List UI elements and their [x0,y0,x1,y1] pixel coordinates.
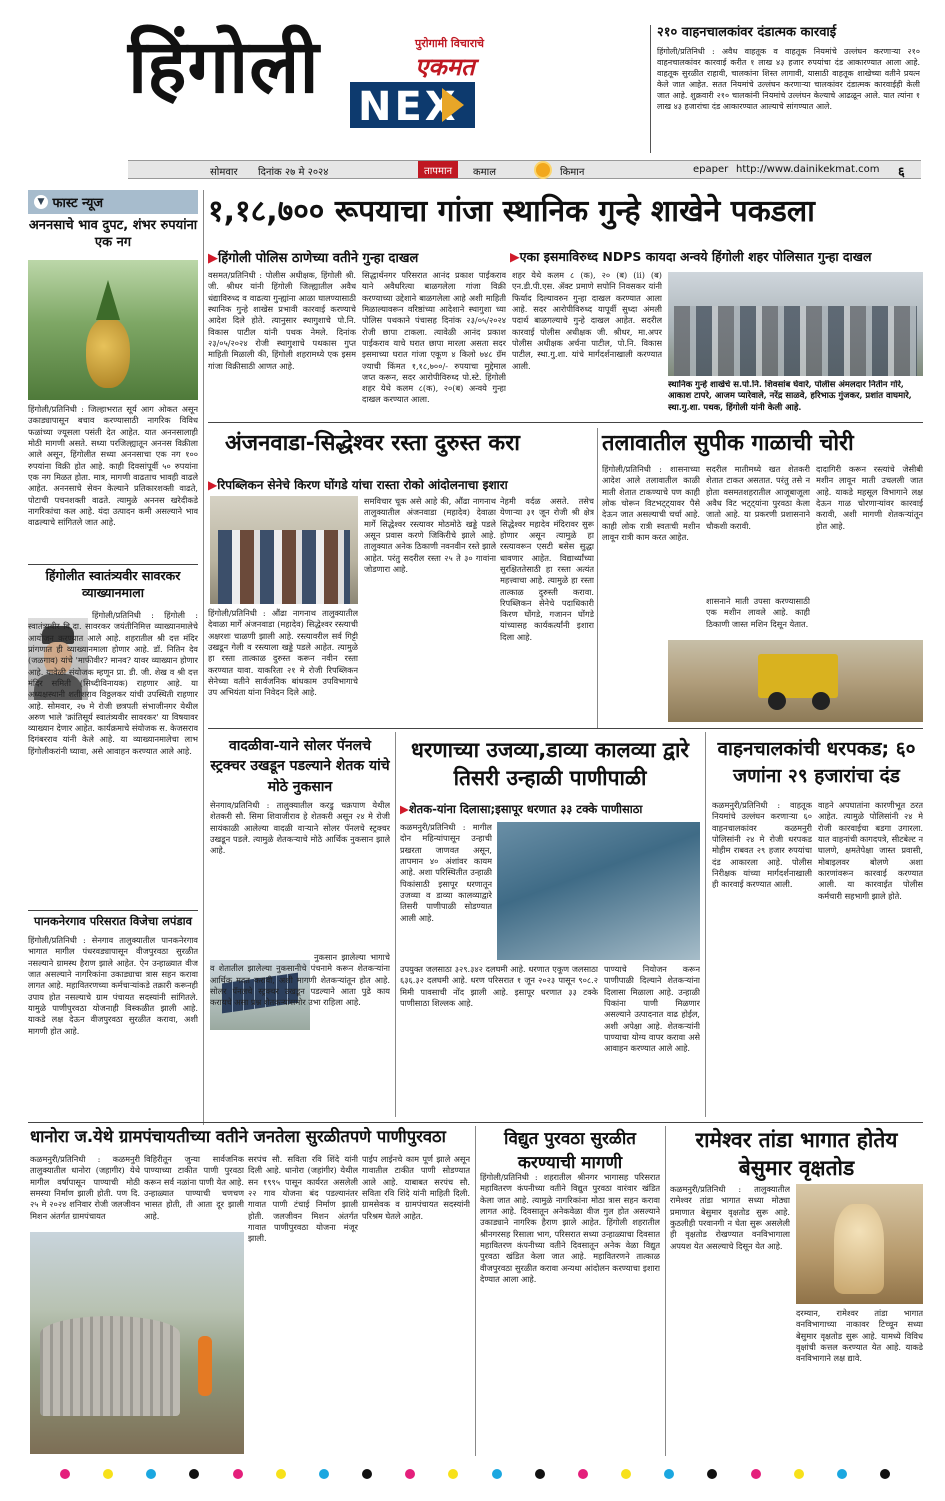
masthead-title: हिंगोली [128,24,320,110]
dam-water-photo [497,822,700,960]
registration-dot [880,1469,890,1479]
registration-dot [319,1469,329,1479]
fast-news-item2-body: हिंगोली/प्रतिनिधी : हिंगोली : स्वातंत्र्यवीर वि.दा. सावरकर जयंतीनिमित्त व्याख्यानमालेचे आयोजन करण्यात आले आहे. शहरातील श्री दत्त मंदिर प्रांगणात ही व्याख्यानमाला होणार आहे. डॉ. नितिन देव (जळगाव) यांचे 'माफीवीर? मानव? यावर व्याख्यान होणार आहे. यावेळी संयोजक म्हणून प्रा. डी. जी. शेख व श्री दत्त मंदिर समिती (सिध्दीविनायक) राहणार आहे. या अध्यक्षस्थानी शतीशराव विठ्ठलकर यांची उपस्थिती राहणार आहे. सोमवार, २७ मे रोजी छत्रपती संभाजीनगर येथील अरुण भाले 'क्रांतिसूर्य स्वातंत्र्यवीर सावरकर' या विषयावर व्याख्यान देणार आहेत. कार्यक्रमाचे संयोजक स. केजसराव दिगंबरराव यांनी केले आहे. या व्याख्यानमालेचा लाभ हिंगोलीकरांनी घ्यावा, असे आवाहन करण्यात आले आहे. [28,610,198,756]
date-label: दिनांक २७ मे २०२४ [258,167,329,178]
registration-dot [362,1469,372,1479]
registration-dot [794,1469,804,1479]
temp-label: तापमान [418,161,458,178]
arrow-icon: ▶ [208,478,218,492]
fast-news-item1-body: हिंगोली/प्रतिनिधी : जिल्हाभरात सूर्य आग ओकत असून उकाड्यापासून बचाव करण्यासाठी नागरिक विविध फळांच्या ज्यूसला पसंती देत आहेत. यात अननसालाही मोठी मागणी असते. सध्या परजिल्ह्यातून अननस विक्रीला आले असून, हिंगोलीत सध्या अननसाचा एक नग १०० रुपयांना विक्री होत आहे. काही दिवसांपूर्वी ५० रुपयांना एक नग मिळत होता. मात्र, मागणी वाढताच भावही वाढले आहेत. अननसाचे सेवन केल्याने प्रतिकारशक्ती वाढते, पोटाची पचनशक्ती वाढते. त्यामुळे अननस खरेदीकडे नागरिकांचा कल आहे. यंदा उत्पादन कमी असल्याने भाव वाढल्याचे सांगितले जात आहे. [28,404,198,528]
talav-body4: शासनाने माती उपसा करण्यासाठी एक मशीन लावले आहे. काही ठिकाणी जास्त मशिन दिसून येतात. [706,596,810,629]
top-brief-headline: २१० वाहनचालकांवर दंडात्मक कारवाई [657,25,837,40]
masthead-tagline: पुरोगामी विचाराचे [415,37,485,50]
registration-dot [664,1469,674,1479]
day-label: सोमवार [210,167,238,178]
anjanwada-sub: ▶रिपब्लिकन सेनेचे किरण घोंगडे यांचा रास्ता रोको आंदोलनाचा इशारा [208,478,508,492]
fast-news-label-bar [28,190,198,214]
top-brief-body: हिंगोली/प्रतिनिधी : अवैध वाहतूक व वाहतूक नियमांचे उल्लंघन करणाऱ्या २१० वाहनचालकांवर कारवाई करीत १ लाख ४३ हजार रुपयांचा दंड आकारण्यात आला आहे. वाहतूक सुरळीत राहावी, चालकांना शिस्त लागावी, यासाठी वाहतूक शाखेच्या वतीने प्रयत्न केले जात आहेत. सतत नियमांचे उल्लंघन करणाऱ्या चालकांवर दंडात्मक कारवाईही केली जात आहे. शुक्रवारी २१० चालकांनी नियमांचे उल्लंघन केल्याचे आढळून आले. यात त्यांना १ लाख ४३ हजारांचा दंड आकारण्यात आल्याचे सांगण्यात आले. [657,46,920,112]
worker-figure [198,1336,212,1396]
arrow-icon: ▶ [510,249,520,264]
url-link[interactable]: http://www.dainikekmat.com [736,164,880,175]
truck-body [758,654,838,698]
vidyut-body: हिंगोली/प्रतिनिधी : शहरातील श्रीनगर भागासह परिसरात महावितरण कंपनीच्या वतीने विद्युत पुरवठा वारंवार खंडित केला जात आहे. त्यामुळे नागरिकांना मोठा त्रास सहन करावा लागत आहे. दिवसातून अनेकवेळा वीज गुल होत असल्याने उकाड्याने नागरिक हैराण झाले आहेत. हिंगोली शहरातील श्रीनगरसह रिसाला भाग, परिसरात सध्या उन्हाळ्याचा दिवसात महावितरण कंपनीच्या वतीने दिवसातून अनेक वेळा विद्युत पुरवठा खंडित केला जात आहे. महावितरणने तात्काळ वीजपुरवठा सुरळीत करावा अन्यथा आंदोलन करण्याचा इशारा देण्यात आला आहे. [480,1172,660,1284]
lead-sub1: ▶हिंगोली पोलिस ठाणेच्या वतीने गुन्हा दाखल [208,251,419,266]
registration-dot [405,1469,415,1479]
talav-body3: दादागिरी करून रस्त्यांचे जेसीबी मशीन लावून माती उचलली जात आहे. याकडे महसूल विभागाने लक्ष देऊन गाळ चोरणाऱ्यांवर कारवाई करावी, अशी मागणी शेतकऱ्यांतून होत आहे. [816,464,923,531]
dharan-sub: ▶शेतक-यांना दिलासा;इसापूर धरणात ३३ टक्के पाणीसाठा [400,802,643,816]
registration-dot [60,1469,70,1479]
dhanora-headline: धानोरा ज.येथे ग्रामपंचायतीच्या वतीने जनतेला सुरळीतपणे पाणीपुरवठा [30,1127,446,1146]
talav-body1: हिंगोली/प्रतिनिधी : शासनाच्या आदेश आले तलावातील काळी माती शेतात टाकण्याचे पण काही लोक चोरून विटभट्ट्यावर पैसे देऊन जात असल्याची चर्चा आहे. काही लोक रात्री स्वतःची मशीन लावून रात्री काम करत आहेत. [602,464,700,542]
page-number: ६ [898,165,905,180]
lead-headline: १,१८,७०० रूपयाचा गांजा स्थानिक गुन्हे शाखेने पकडला [208,194,815,229]
registration-dot [751,1469,761,1479]
registration-dot [146,1469,156,1479]
talav-body2: सदरील मातीमध्ये खत शेतकरी शेतात टाकत असतात. परंतु तसे न होता वसमतशहरातील आजूबाजूला अवैध विट भट्ट्यांना पुरवठा केला जातो आहे. या प्रकरणी प्रशासनाने चौकशी करावी. [706,464,810,531]
pineapple-photo [28,260,198,400]
vahan-body2: वाहने अपघातांना कारणीभूत ठरत आहेत. त्यामुळे पोलिसांनी २४ मे रोजी कारवाईचा बडगा उगारला. यात वाहनांची कागदपत्रे, सीटबेल्ट न घालणे, क्षमतेपेक्षा जास्त प्रवासी, मोबाइलवर बोलणे अशा कारणांवरून कारवाई करण्यात आली. या कारवाईत पोलीस कर्मचारी सहभागी झाले होते. [818,800,923,901]
date-bar [128,160,921,179]
lead-body-col2: सिद्धार्थनगर परिसरात आनंद प्रकाश पाईकराव याने अवैधरित्या बाळगलेला गांजा विक्री करण्याच्या उद्देशाने बाळगलेला आहे अशी माहिती मिळाल्यावरून वरिष्ठांच्या आदेशाने स्थागुशा च्या पोलिस पथकाने पंचासह दिनांक २३/०५/२०२४ रोजी छापा टाकला. त्यावेळी आनंद प्रकाश पाईकराव याचे घरात छापा मारला असता सदर इसमाच्या घरात गांजा एकूण ४ किलो ७४८ ग्रॅम ज्याची किंमत १,१८,७००/- रुपयाचा मुद्देमाल जप्त करून, सदर आरोपीविरुध्द पो.स्टे. हिंगोली शहर येथे कलम ८(क), २०(ब) अन्वये गुन्हा दाखल करण्यात आला. [362,270,506,405]
masthead [0,0,945,180]
registration-dot [448,1469,458,1479]
dhanora-body3: सरपंच सौ. सविता रवि शिंदे यांनी दिली आहे. धानोरा (जहांगीर) येथील सन १९९५ पासून कार्यरत असलेली २२ गाव योजना बंद पडल्यानंतर गावात पाणी टंचाई निर्माण झाली होती. जलजीवन मिशन अंतर्गत गावात पाणीपुरवठा योजना मंजूर झाली. [248,1154,358,1244]
vahan-body1: कळमनुरी/प्रतिनिधी : वाहतूक नियमांचे उल्लंघन करणाऱ्या ६० वाहनचालकांवर कळमनुरी पोलिसांनी २४ मे रोजी धरपकड मोहीम राबवत २९ हजार रुपयांचा दंड आकारला आहे. पोलीस निरीक्षक यांच्या मार्गदर्शनाखाली ही कारवाई करण्यात आली. [712,800,812,890]
solar-body2: नुकसान झालेल्या भागाचे व शेतातील झालेल्या नुकसानीचे पंचनामे करून शेतकऱ्यांना आर्थिक मदत करावी, अशी मागणी शेतकऱ्यांतून होत आहे. सोलर पॅनलचे स्ट्रक्चर उखडून पडल्याने आता पुढे काय करायचे असा प्रश्न शेतकऱ्यांसमोर उभा राहिला आहे. [210,952,390,1008]
memorandum-photo [210,496,358,604]
dharan-body2: उपयुक्त जलसाठा ३२९.३४२ दलघमी आहे. धरणात एकूण जलसाठा ६३६.३२ दलघमी आहे. धरण परिसरात १ जून २०२३ पासून ९०८.२ मिमी पावसाची नोंद झाली आहे. इसापूर धरणात ३३ टक्के पाणीसाठा शिल्लक आहे. [400,964,598,1008]
truck-wheel [812,692,830,710]
fast-news-item3-body: हिंगोली/प्रतिनिधी : सेनगाव तालुक्यातील पानकनेरगाव भागात मागील पंधरवड्यापासून वीजपुरवठा सुरळीत नसल्याने ग्रामस्थ हैराण झाले आहेत. ऐन उन्हाळ्यात वीज जात असल्याने नागरिकांना उकाड्याचा त्रास सहन करावा लागत आहे. महावितरणच्या कर्मचाऱ्यांकडे तक्रारी करूनही उपाय होत नसल्याचे ग्राम पंचायत सदस्यांनी सांगितले. यामुळे पाणीपुरवठा योजनाही विस्कळीत झाली आहे. याकडे लक्ष देऊन वीजपुरवठा सुरळीत करावा, अशी मागणी होत आहे. [28,935,198,1036]
lead-body-col1: वसमत/प्रतिनिधी : पोलीस अधीक्षक, हिंगोली श्री. जी. श्रीधर यांनी हिंगोली जिल्ह्यातील अवैध धंद्याविरुध्द व वाढत्या गुन्ह्यांना आळा घालण्यासाठी स्थानिक गुन्हे शाखेस प्रभावी कारवाई करण्याचे आदेश दिले होते. त्यानुसार स्थागुशाचे पो.नि. विकास पाटील यांनी पथक नेमले. दिनांक २३/०५/२०२४ रोजी स्थागुशाचे पथकास गुप्त माहिती मिळाली की, हिंगोली शहरामध्ये एक इसम गांजा विक्रीसाठी आणत आहे. [208,270,356,371]
dhanora-body2: विहिरीतून जुन्या सार्वजनिक पाण्याच्या टाकीत पाणी पुरवठा करून सर्व नळांना पाणी येत आहे. उन्हाळ्यात पाण्याची चणचण भासत होती, ती आता दूर झाली आहे. [144,1154,244,1221]
registration-dot [578,1469,588,1479]
anjanwada-body3: नेहमी वर्दळ असते. तसेच येणाऱ्या ३१ जून रोजी श्री क्षेत्र सिद्धेश्वर महादेव मंदिरावर सुरू होणार असून त्यामुळे हा रस्त्यावरून एसटी बसेस सुद्धा धावणार आहेत. विद्यार्थ्यांच्या सुरक्षिततेसाठी हा रस्ता अत्यंत महत्त्वाचा आहे. त्यामुळे हा रस्ता तात्काळ दुरुस्ती करावा. रिपब्लिकन सेनेचे पदाधिकारी किरण घोंगडे, गजानन घोंगडे यांच्यासह कार्यकर्त्यांनी इशारा दिला आहे. [500,496,594,642]
talav-headline: तलावातील सुपीक गाळाची चोरी [602,431,854,456]
vahan-headline: वाहनचालकांची धरपकड; ६० जणांना २९ हजारांचा दंड [717,738,916,787]
stump [834,1204,884,1294]
registration-dot [276,1469,286,1479]
dhanora-body4: पाईप लाईनचे काम पूर्ण झाले असून गावातील टाकीत पाणी सोडण्यात आले आहे. याबाबत सरपंच सौ. सविता रवि शिंदे यांनी माहिती दिली. ग्रामसेवक व ग्रामपंचायत सदस्यांनी परिश्रम घेतले आहेत. [362,1154,470,1221]
arrow-icon: ▶ [208,251,218,266]
anjanwada-body1: हिंगोली/प्रतिनिधी : औंढा नागनाथ तालुक्यातील देवाळा मार्गे अंजनवाडा (महादेव) सिद्धेश्वर रस्त्याची अक्षरशः चाळणी झाली आहे. रस्त्यावरील सर्व गिट्टी उखडून गेली व रस्त्याला खड्डे पडले आहेत. त्यामुळे हा रस्ता तात्काळ दुरुस्त करून नवीन रस्ता करण्यात यावा. याकरिता २१ मे रोजी रिपब्लिकन सेनेच्या वतीने सार्वजनिक बांधकाम उपविभागाचे उप अभियंता यांना निवेदन दिले आहे. [208,608,358,698]
anjanwada-body2: समविचार चूक असे आहे की, औंढा नागनाथ तालुक्यातील अंजनवाडा (महादेव) देवाळा मार्गे सिद्धेश्वर रस्त्यावर मोठमोठे खड्डे पडले असून प्रवास करणे जिकिरीचे झाले आहे. तालुक्यात अनेक ठिकाणी नवनवीन रस्ते झाले आहेत. परंतु सदरील रस्ता २५ ते ३० गावांना जोडणारा आहे. [364,496,496,574]
masthead-brand: एकमत [415,53,475,81]
fast-news-label: फास्ट न्यूज [52,196,104,211]
epaper-label: epaper [693,164,729,175]
fast-news-item3-headline: पानकनेरगाव परिसरात विजेचा लपंडाव [34,914,192,928]
dharan-body1: कळमनुरी/प्रतिनिधी : मागील दोन महिन्यांपासून उन्हाची प्रखरता जाणवत असून, तापमान ४० अंशांवर कायम आहे. अशा परिस्थितीत उन्हाळी पिकांसाठी इसापूर धरणातून उजव्या व डाव्या कालव्याद्वारे तिसरी पाणीपाळी सोडण्यात आली आहे. [400,822,492,923]
registration-dot [103,1469,113,1479]
anjanwada-headline: अंजनवाडा-सिद्धेश्वर रस्ता दुरुस्त करा [225,431,520,456]
registration-dot [535,1469,545,1479]
fast-news-column [28,190,198,1125]
photo-group [218,530,350,604]
solar-headline: वादळीवा-याने सोलर पॅनलचे स्ट्रक्चर उखडून पडल्याने शेतक यांचे मोठे नुकसान [210,738,390,795]
registration-dot [837,1469,847,1479]
rameshwar-body1: कळमनुरी/प्रतिनिधी : तालुक्यातील रामेश्वर तांडा भागात सध्या मोठ्या प्रमाणात बेसुमार वृक्षतोड सुरू आहे. कुठलीही परवानगी न घेता सुरू असलेली ही वृक्षतोड रोखण्यात वनविभागाला अपयश येत असल्याचे दिसून येत आहे. [670,1184,790,1251]
pineapple-fruit [86,318,130,388]
dharan-body3: पाण्याचे नियोजन करून पाणीपाळी दिल्याने शेतकऱ्यांना दिलासा मिळाला आहे. उन्हाळी पिकांना पाणी मिळणार असल्याने उत्पादनात वाढ होईल, अशी अपेक्षा आहे. शेतकऱ्यांनी पाण्याचा योग्य वापर करावा असे आवाहन करण्यात आले आहे. [604,964,700,1054]
lead-sub2: ▶एका इसमाविरुध्द NDPS कायदा अन्वये हिंगोली शहर पोलिसात गुन्हा दाखल [510,249,872,264]
registration-dot [707,1469,717,1479]
truck-wheel [768,692,786,710]
registration-dot [233,1469,243,1479]
photo-people-row [674,306,917,376]
tree-stump-photo [796,1184,923,1304]
chevron-down-icon: ▼ [34,195,48,209]
nex-logo-text: NEX [358,84,459,130]
lead-body-col3: शहर येथे कलम ८ (क), २० (ब) (ii) (ब) एन.डी.पी.एस. ॲक्ट प्रमाणे सपोनि निवसकर यांनी फिर्याद दिल्यावरुन गुन्हा दाखल करण्यात आला आहे. सदर आरोपीविरुध्द यापूर्वी सुध्दा अंमली पदार्थ बाळगल्याचे गुन्हे दाखल आहेत. सदरील कारवाई पोलीस अधीक्षक जी. श्रीधर, मा.अपर पोलीस अधीक्षक अर्चना पाटील, पो.नि. विकास पाटील, स्था.गु.शा. यांचे मार्गदर्शनाखाली करण्यात आली. [512,270,662,371]
rameshwar-photo-caption: दरम्यान, रामेश्वर तांडा भागात वनविभागाच्या नाकावर टिच्चून सध्या बेसुमार वृक्षतोड सुरू आहे. यामध्ये विविध वृक्षांची कत्तल करण्यात येत आहे. याकडे वनविभागाने लक्ष द्यावे. [796,1308,923,1364]
pineapple-crown [96,280,120,320]
solar-body1: सेनगाव/प्रतिनिधी : तालुक्यातील करडु चक्रपाण येथील शेतकरी सौ. सिमा शिवाजीराव हे शेतकरी असून २४ मे रोजी सायंकाळी आलेल्या वादळी वाऱ्याने सोलर पॅनलचे स्ट्रक्चर उखडून पडले. त्यामुळे शेतकऱ्याचे मोठे आर्थिक नुकसान झाले आहे. [210,800,390,856]
tank-structure [40,1316,180,1416]
nex-logo [350,82,475,128]
registration-dot [621,1469,631,1479]
lead-photo-caption: स्थानिक गुन्हे शाखेचे स.पो.नि. शिवसांब घेवारे, पोलीस अंमलदार नितीन गोरे, आकाश टापरे, आजम प्यारेवाले, नरेंद्र साळवे, हरिभाऊ गुंजकर, प्रशांत वाघमारे, स्था.गु.शा. पथक, हिंगोली यांनी केली आहे. [668,380,912,413]
dhanora-body1: कळमनुरी/प्रतिनिधी : कळमनुरी तालुक्यातील धानोरा (जहागीर) येथे मागील वर्षापासून पाण्याची मोठी समस्या निर्माण झाली होती. पण दि. २५ मे २०२४ शनिवार रोजी जलजीवन मिशन अंतर्गत ग्रामपंचायत [30,1154,140,1221]
temp-min-label: किमान [560,167,585,178]
print-registration-bar [60,1468,890,1480]
truck-photo [668,640,923,722]
top-brief-box [650,25,920,153]
dharan-headline: धरणाच्या उजव्या,डाव्या कालव्या द्वारे तिसरी उन्हाळी पाणीपाळी [410,738,690,791]
water-tank-photo [30,1232,244,1454]
police-team-photo [668,272,923,376]
rameshwar-headline: रामेश्वर तांडा भागात होतेय बेसुमार वृक्षतोड [695,1128,898,1181]
registration-dot [189,1469,199,1479]
fast-news-item2-headline: हिंगोलीत स्वातंत्र्यवीर सावरकर व्याख्यानमाला [45,568,181,600]
arrow-icon: ▶ [400,802,409,816]
nex-logo-arrow-icon [442,88,464,122]
sun-icon [536,163,550,177]
fast-news-item1-headline: अननसाचे भाव दुपट, शंभर रुपयांना एक नग [28,218,198,250]
temp-max-label: कमाल [473,167,497,178]
registration-dot [492,1469,502,1479]
vidyut-headline: विद्युत पुरवठा सुरळीत करण्याची मागणी [504,1129,636,1173]
